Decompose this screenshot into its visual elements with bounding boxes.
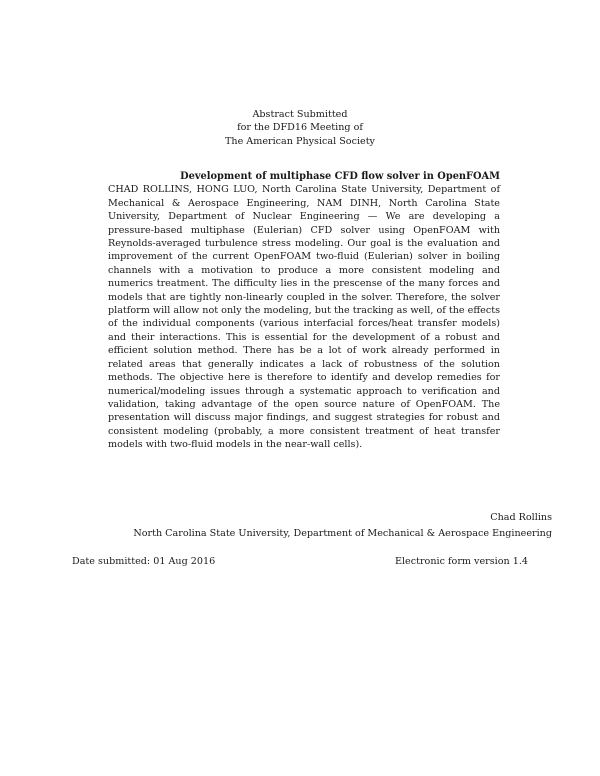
signature-name: Chad Rollins xyxy=(490,512,552,523)
form-version: Electronic form version 1.4 xyxy=(394,556,528,567)
abstract-body: CHAD ROLLINS, HONG LUO, North Carolina State University, Department of Mechanical & Aerospace Engineering, NAM DINH, North Carolina State University, Department of Nuclear Engineering — We are developing a pressure-based multiphase (Eulerian) CFD solver using OpenFOAM with Reynolds-averaged turbulence stress modeling. Our goal is the evaluation and improvement of the current OpenFOAM two-fluid (Eulerian) solver in boiling channels with a motivation to produce a more consistent modeling and numerics treatment. The difficulty lies in the prescense of the many forces and models that are tightly non-linearly coupled in the solver. Therefore, the solver platform will allow not only the modeling, but the tracking as well, of the effects of the individual components (various interfacial forces/heat transfer models) and their interactions. This is essential for the development of a robust and efficient solution method. There has be a lot of work already performed in related areas that generally indicates a lack of robustness of the solution methods. The objective here is therefore to identify and develop remedies for numerical/modeling issues through a systematic approach to verification and validation, taking advantage of the open source nature of OpenFOAM. The presentation will discuss major findings, and suggest strategies for robust and consistent modeling (probably, a more consistent treatment of heat transfer models with two-fluid models in the near-wall cells). xyxy=(108,184,500,451)
signature-affiliation: North Carolina State University, Department of Mechanical & Aerospace Engineering xyxy=(133,528,552,539)
header-line-2: for the DFD16 Meeting of xyxy=(237,122,363,134)
header-line-1: Abstract Submitted xyxy=(252,109,348,120)
abstract-title: Development of multiphase CFD flow solver in OpenFOAM xyxy=(180,171,500,182)
date-submitted: Date submitted: 01 Aug 2016 xyxy=(72,556,216,567)
submission-header xyxy=(100,108,500,148)
header-line-3: The American Physical Society xyxy=(225,135,375,147)
abstract-section xyxy=(108,170,500,452)
